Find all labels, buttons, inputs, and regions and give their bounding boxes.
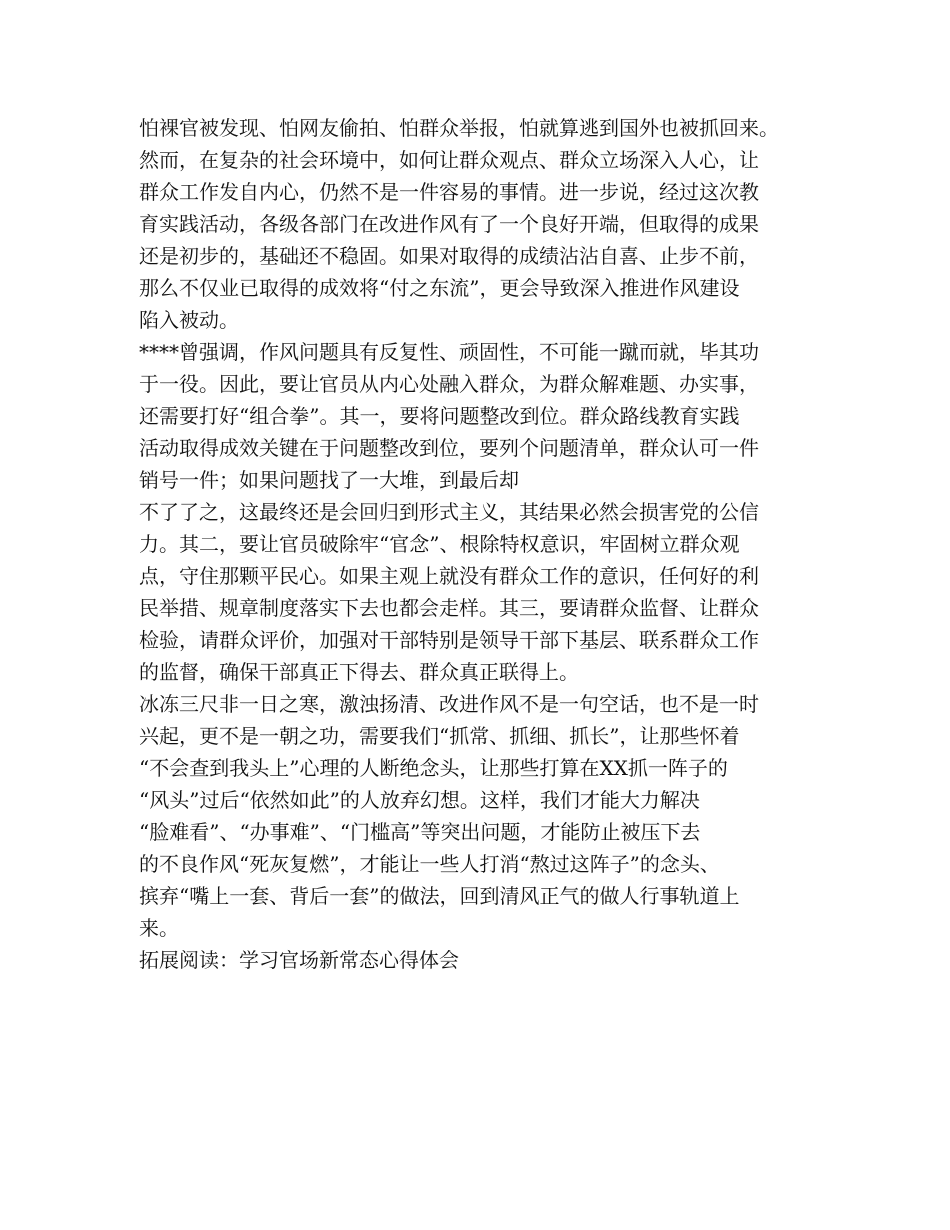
text-line: 民举措、规章制度落实下去也都会走样。其三，要请群众监督、让群众 xyxy=(139,596,759,620)
text-line: 摈弃“嘴上一套、背后一套”的做法，回到清风正气的做人行事轨道上 xyxy=(139,884,740,908)
text-line: 的监督，确保干部真正下得去、群众真正联得上。 xyxy=(139,660,579,684)
text-line: “风头”过后“依然如此”的人放弃幻想。这样，我们才能大力解决 xyxy=(139,788,700,812)
text-line: 力。其二，要让官员破除牢“官念”、根除特权意识，牢固树立群众观 xyxy=(139,532,740,556)
text-line: “不会查到我头上”心理的人断绝念头，让那些打算在XX抓一阵子的 xyxy=(139,756,728,780)
text-line: 不了了之，这最终还是会回归到形式主义，其结果必然会损害党的公信 xyxy=(139,500,759,524)
text-line: 来。 xyxy=(139,916,179,940)
text-line: 育实践活动，各级各部门在改进作风有了一个良好开端，但取得的成果 xyxy=(139,212,759,236)
text-line: 群众工作发自内心，仍然不是一件容易的事情。进一步说，经过这次教 xyxy=(139,180,759,204)
text-line: ****曾强调，作风问题具有反复性、顽固性，不可能一蹴而就，毕其功 xyxy=(139,340,759,364)
text-line: 冰冻三尺非一日之寒，激浊扬清、改进作风不是一句空话，也不是一时 xyxy=(139,692,759,716)
text-line: 然而，在复杂的社会环境中，如何让群众观点、群众立场深入人心，让 xyxy=(139,148,759,172)
text-line: 检验，请群众评价，加强对干部特别是领导干部下基层、联系群众工作 xyxy=(139,628,759,652)
text-line: 陷入被动。 xyxy=(139,308,239,332)
text-line: 的不良作风“死灰复燃”，才能让一些人打消“熬过这阵子”的念头、 xyxy=(139,852,720,876)
extended-reading-link: 拓展阅读：学习官场新常态心得体会 xyxy=(139,948,459,972)
text-line: 那么不仅业已取得的成效将“付之东流”，更会导致深入推进作风建设 xyxy=(139,276,740,300)
text-line: 销号一件；如果问题找了一大堆，到最后却 xyxy=(139,468,519,492)
text-line: 还需要打好“组合拳”。其一，要将问题整改到位。群众路线教育实践 xyxy=(139,404,740,428)
text-line: “脸难看”、“办事难”、“门槛高”等突出问题，才能防止被压下去 xyxy=(139,820,701,844)
text-line: 于一役。因此，要让官员从内心处融入群众，为群众解难题、办实事， xyxy=(139,372,759,396)
text-line: 怕裸官被发现、怕网友偷拍、怕群众举报，怕就算逃到国外也被抓回来。 xyxy=(139,116,779,140)
text-line: 活动取得成效关键在于问题整改到位，要列个问题清单，群众认可一件 xyxy=(139,436,759,460)
document-body xyxy=(139,112,829,976)
text-line: 点，守住那颗平民心。如果主观上就没有群众工作的意识，任何好的利 xyxy=(139,564,759,588)
text-line: 兴起，更不是一朝之功，需要我们“抓常、抓细、抓长”，让那些怀着 xyxy=(139,724,740,748)
text-line: 还是初步的，基础还不稳固。如果对取得的成绩沾沾自喜、止步不前， xyxy=(139,244,759,268)
